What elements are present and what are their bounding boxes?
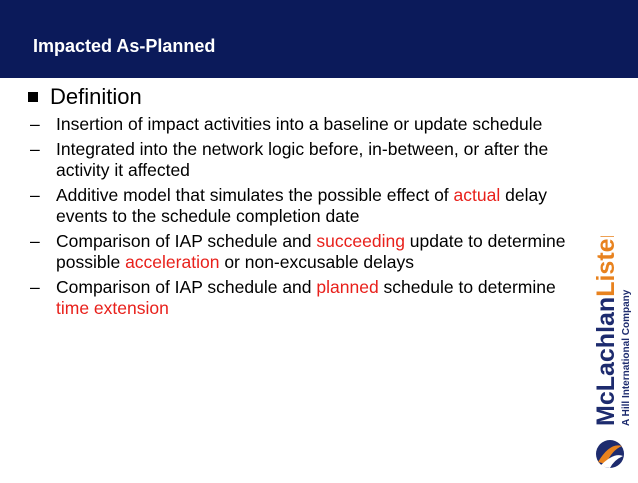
logo-tagline: A Hill International Company [621, 289, 632, 426]
sub-bullet-text [56, 185, 568, 227]
text-segment: Insertion of impact activities into a baseline or update schedule [56, 114, 543, 134]
highlighted-text: time extension [56, 298, 169, 318]
text-segment: Integrated into the network logic before, in-between, or after the activity it affected [56, 139, 549, 180]
dash-bullet-icon: – [30, 231, 40, 251]
sub-bullet-item [28, 231, 568, 273]
sub-bullet-text [56, 139, 568, 181]
dash-bullet-icon: – [30, 277, 40, 297]
sub-bullet-item [28, 114, 568, 135]
square-bullet-icon [28, 92, 38, 102]
highlighted-text: succeeding [316, 231, 405, 251]
logo-emblem-icon [596, 440, 624, 468]
slide-content [28, 84, 568, 319]
main-bullet [28, 84, 568, 110]
text-segment: Comparison of IAP schedule and [56, 277, 317, 297]
sub-bullet-text [56, 114, 568, 135]
company-logo [588, 236, 638, 478]
highlighted-text: actual [453, 185, 501, 205]
logo-graphic [588, 236, 638, 478]
title-bar [0, 0, 638, 78]
sub-bullet-text [56, 277, 568, 319]
text-segment: delay events to the schedule completion date [56, 185, 547, 226]
highlighted-text: planned [316, 277, 379, 297]
text-segment: update to determine possible [56, 231, 566, 272]
highlighted-text: acceleration [125, 252, 220, 272]
sub-bullet-item [28, 277, 568, 319]
slide-title: Impacted As-Planned [33, 36, 216, 56]
dash-bullet-icon: – [30, 114, 40, 134]
sub-bullet-list [28, 114, 568, 319]
sub-bullet-item [28, 139, 568, 181]
text-segment: schedule to determine [378, 277, 556, 297]
sub-bullet-item [28, 185, 568, 227]
text-segment: Comparison of IAP schedule and [56, 231, 317, 251]
dash-bullet-icon: – [30, 139, 40, 159]
sub-bullet-text [56, 231, 568, 273]
text-segment: Additive model that simulates the possible effect of [56, 185, 454, 205]
main-bullet-text: Definition [50, 84, 142, 109]
logo-text-part1: McLachlanLister [592, 236, 620, 426]
text-segment: or non-excusable delays [219, 252, 415, 272]
dash-bullet-icon: – [30, 185, 40, 205]
